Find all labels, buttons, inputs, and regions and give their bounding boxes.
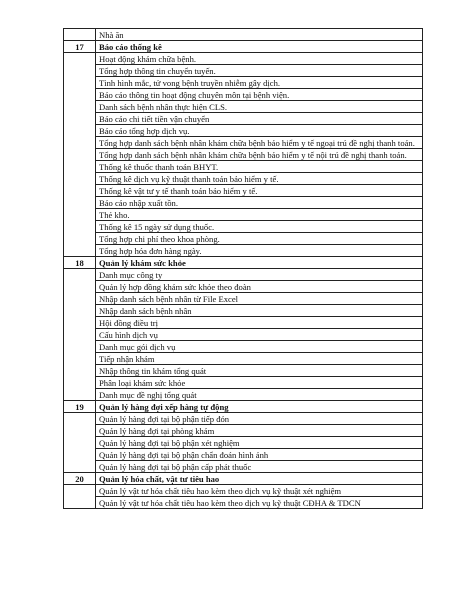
section-number-cell — [64, 29, 96, 41]
item-text-cell: Báo cáo tổng hợp dịch vụ. — [96, 125, 423, 137]
section-number-cell-empty — [64, 53, 96, 257]
item-text-cell: Quản lý hàng đợi tại phòng khám — [96, 425, 423, 437]
section-title-cell: Quản lý khám sức khỏe — [96, 257, 423, 269]
item-text-cell: Tiếp nhận khám — [96, 353, 423, 365]
table-row — [64, 101, 423, 113]
table-row — [64, 89, 423, 101]
section-number-cell: 18 — [64, 257, 96, 269]
item-text-cell: Nhà ăn — [96, 29, 423, 41]
table-row — [64, 377, 423, 389]
table-row — [64, 113, 423, 125]
item-text-cell: Tổng hợp danh sách bệnh nhân khám chữa bệnh bảo hiểm y tế nội trú đề nghị thanh toán. — [96, 149, 423, 161]
item-text-cell: Quản lý hàng đợi tại bộ phận tiếp đón — [96, 413, 423, 425]
item-text-cell: Nhập danh sách bệnh nhân từ File Excel — [96, 293, 423, 305]
section-number-cell-empty — [64, 485, 96, 509]
item-text-cell: Quản lý hàng đợi tại bộ phận chẩn đoán hình ảnh — [96, 449, 423, 461]
table-row — [64, 173, 423, 185]
table-row — [64, 77, 423, 89]
item-text-cell: Quản lý hàng đợi tại bộ phận xét nghiệm — [96, 437, 423, 449]
table-row — [64, 497, 423, 509]
table-row — [64, 365, 423, 377]
item-text-cell: Thống kê dịch vụ kỹ thuật thanh toán bảo hiểm y tế. — [96, 173, 423, 185]
item-text-cell: Danh mục công ty — [96, 269, 423, 281]
item-text-cell: Quản lý vật tư hóa chất tiêu hao kèm theo dịch vụ kỹ thuật CĐHA & TDCN — [96, 497, 423, 509]
section-number-cell: 19 — [64, 401, 96, 413]
table-row — [64, 437, 423, 449]
table-row — [64, 425, 423, 437]
item-text-cell: Cấu hình dịch vụ — [96, 329, 423, 341]
table-row — [64, 485, 423, 497]
table-row — [64, 65, 423, 77]
table-row — [64, 389, 423, 401]
item-text-cell: Nhập thông tin khám tổng quát — [96, 365, 423, 377]
item-text-cell: Quản lý hàng đợi tại bộ phận cấp phát thuốc — [96, 461, 423, 473]
table-row — [64, 353, 423, 365]
section-number-cell: 17 — [64, 41, 96, 53]
feature-table-body — [64, 29, 423, 509]
item-text-cell: Nhập danh sách bệnh nhân — [96, 305, 423, 317]
item-text-cell: Danh mục đề nghị tổng quát — [96, 389, 423, 401]
item-text-cell: Tổng hợp chi phí theo khoa phòng. — [96, 233, 423, 245]
section-header-row — [64, 41, 423, 53]
table-row — [64, 53, 423, 65]
item-text-cell: Báo cáo nhập xuất tồn. — [96, 197, 423, 209]
table-row — [64, 341, 423, 353]
table-row — [64, 209, 423, 221]
table-row — [64, 305, 423, 317]
item-text-cell: Tổng hợp danh sách bệnh nhân khám chữa bệnh bảo hiểm y tế ngoại trú đề nghị thanh toán. — [96, 137, 423, 149]
item-text-cell: Báo cáo thông tin hoạt động chuyên môn tại bệnh viện. — [96, 89, 423, 101]
section-title-cell: Quản lý hàng đợi xếp hàng tự động — [96, 401, 423, 413]
table-row — [64, 161, 423, 173]
table-row — [64, 293, 423, 305]
item-text-cell: Quản lý vật tư hóa chất tiêu hao kèm theo dịch vụ kỹ thuật xét nghiệm — [96, 485, 423, 497]
item-text-cell: Thống kê thuốc thanh toán BHYT. — [96, 161, 423, 173]
item-text-cell: Hoạt động khám chữa bệnh. — [96, 53, 423, 65]
item-text-cell: Tổng hợp hóa đơn hàng ngày. — [96, 245, 423, 257]
item-text-cell: Danh sách bệnh nhân thực hiện CLS. — [96, 101, 423, 113]
table-row — [64, 233, 423, 245]
table-row — [64, 461, 423, 473]
feature-table — [63, 28, 423, 509]
table-row — [64, 281, 423, 293]
item-text-cell: Thống kê vật tư y tế thanh toán bảo hiểm y tế. — [96, 185, 423, 197]
table-row — [64, 413, 423, 425]
item-text-cell: Báo cáo chi tiết tiền vận chuyển — [96, 113, 423, 125]
item-text-cell: Quản lý hợp đồng khám sức khỏe theo đoàn — [96, 281, 423, 293]
table-row — [64, 29, 423, 41]
section-number-cell-empty — [64, 269, 96, 401]
item-text-cell: Danh mục gói dịch vụ — [96, 341, 423, 353]
section-title-cell: Báo cáo thống kê — [96, 41, 423, 53]
section-header-row — [64, 401, 423, 413]
item-text-cell: Tổng hợp thông tin chuyển tuyến. — [96, 65, 423, 77]
table-row — [64, 329, 423, 341]
table-row — [64, 317, 423, 329]
table-row — [64, 185, 423, 197]
section-title-cell: Quản lý hóa chất, vật tư tiêu hao — [96, 473, 423, 485]
table-row — [64, 269, 423, 281]
item-text-cell: Tình hình mắc, tử vong bệnh truyền nhiễm gây dịch. — [96, 77, 423, 89]
table-row — [64, 197, 423, 209]
table-row — [64, 245, 423, 257]
table-row — [64, 137, 423, 149]
section-number-cell: 20 — [64, 473, 96, 485]
section-number-cell-empty — [64, 413, 96, 473]
section-header-row — [64, 257, 423, 269]
item-text-cell: Phân loại khám sức khỏe — [96, 377, 423, 389]
item-text-cell: Thống kê 15 ngày sử dụng thuốc. — [96, 221, 423, 233]
item-text-cell: Hội đồng điều trị — [96, 317, 423, 329]
table-row — [64, 125, 423, 137]
item-text-cell: Thẻ kho. — [96, 209, 423, 221]
table-row — [64, 149, 423, 161]
section-header-row — [64, 473, 423, 485]
table-row — [64, 449, 423, 461]
table-row — [64, 221, 423, 233]
